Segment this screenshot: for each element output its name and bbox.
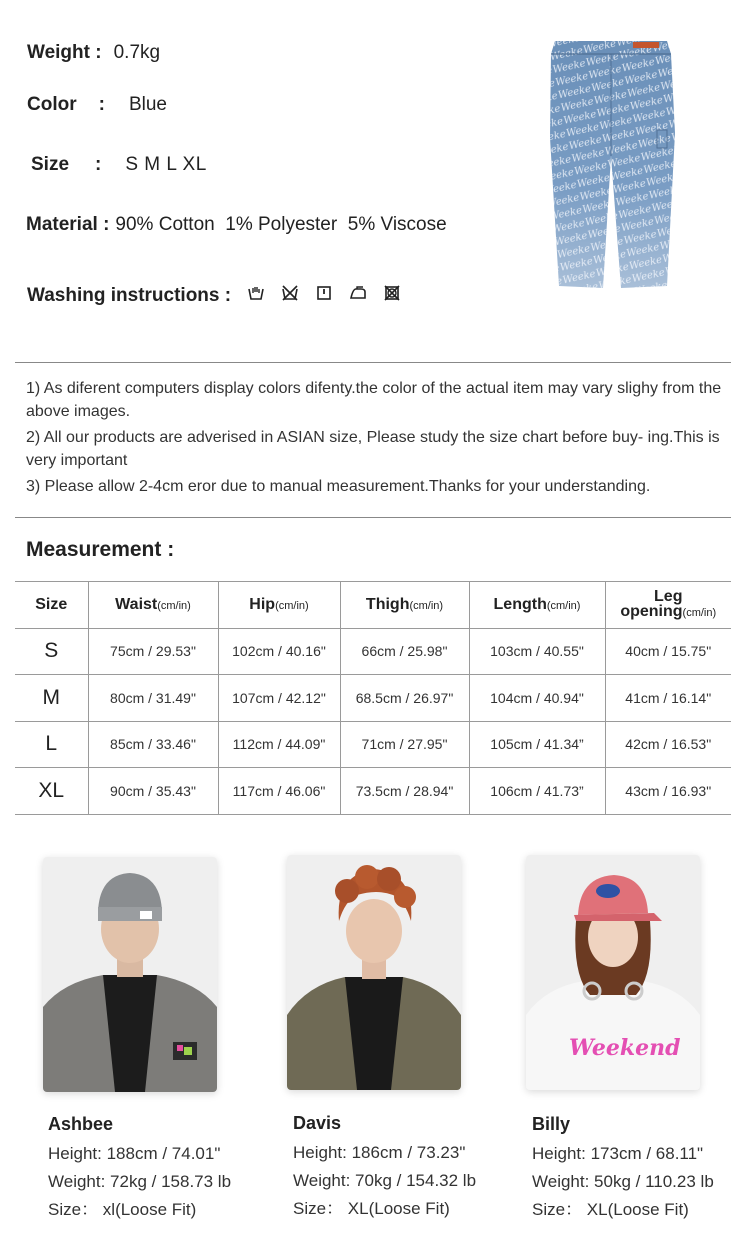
- hand-wash-icon: [246, 283, 266, 303]
- tumble-dry-icon: [314, 283, 334, 303]
- table-cell: 71cm / 27.95": [340, 721, 469, 768]
- divider-middle: [15, 517, 731, 518]
- note-1: 1) As diferent computers display colors difenty.the color of the actual item may vary slighy from the above images.: [26, 380, 722, 420]
- table-cell: 73.5cm / 28.94": [340, 768, 469, 815]
- model-size: Size： XL(Loose Fit): [293, 1199, 450, 1218]
- spec-washing-label: Washing instructions :: [27, 285, 232, 306]
- notes: [26, 378, 726, 503]
- spec-color-label: Color: [27, 94, 77, 115]
- spec-color-value: Blue: [128, 94, 167, 115]
- model-weight: Weight: 50kg / 110.23 lb: [532, 1172, 714, 1191]
- table-cell: 43cm / 16.93": [605, 768, 731, 815]
- table-row: [15, 628, 731, 675]
- note-3: 3) Please allow 2-4cm eror due to manual measurement.Thanks for your understanding.: [26, 478, 651, 495]
- model-name: Davis: [293, 1113, 342, 1133]
- model-height: Height: 188cm / 74.01": [48, 1144, 221, 1163]
- spec-color: [27, 94, 167, 116]
- note-2: 2) All our products are adverised in ASIAN size, Please study the size chart before buy- ing.This is very important: [26, 429, 720, 469]
- do-not-tumble-dry-icon: [382, 283, 402, 303]
- model-name: Ashbee: [48, 1114, 114, 1134]
- table-cell: 42cm / 16.53": [605, 721, 731, 768]
- spec-size-label: Size: [31, 154, 70, 175]
- model-weight: Weight: 72kg / 158.73 lb: [48, 1172, 232, 1191]
- table-cell: 102cm / 40.16": [218, 628, 340, 675]
- model-height: Height: 173cm / 68.11": [532, 1144, 704, 1163]
- model-photo-ashbee: [43, 857, 217, 1092]
- iron-icon: [348, 283, 368, 303]
- spec-weight-value: 0.7kg: [113, 42, 161, 63]
- table-cell: XL: [15, 768, 88, 815]
- model-info-davis: [293, 1109, 476, 1223]
- spec-color-colon: :: [98, 94, 105, 115]
- table-cell: 66cm / 25.98": [340, 628, 469, 675]
- table-row: [15, 675, 731, 722]
- do-not-wash-icon: [280, 283, 300, 303]
- spec-washing: [27, 283, 402, 307]
- table-cell: 107cm / 42.12": [218, 675, 340, 722]
- table-header-row: [15, 582, 731, 629]
- header-waist: Waist(cm/in): [88, 582, 218, 629]
- spec-size-value: S M L XL: [125, 154, 207, 175]
- table-cell: 104cm / 40.94": [469, 675, 605, 722]
- measurement-title: Measurement :: [26, 538, 175, 561]
- model-photo-davis: [287, 855, 461, 1090]
- header-leg-opening: Leg opening(cm/in): [605, 582, 731, 629]
- shirt-logo-text: Weekend: [569, 1035, 681, 1061]
- model-info-billy: [532, 1110, 714, 1224]
- model-height: Height: 186cm / 73.23": [293, 1143, 466, 1162]
- spec-weight-label: Weight :: [27, 42, 102, 63]
- spec-size-colon: :: [95, 154, 102, 175]
- spec-material-value: 90% Cotton 1% Polyester 5% Viscose: [115, 214, 447, 235]
- table-cell: L: [15, 721, 88, 768]
- table-cell: 75cm / 29.53": [88, 628, 218, 675]
- table-cell: 40cm / 15.75": [605, 628, 731, 675]
- header-length: Length(cm/in): [469, 582, 605, 629]
- table-cell: 90cm / 35.43": [88, 768, 218, 815]
- model-size: Size： XL(Loose Fit): [532, 1200, 689, 1219]
- product-pants-image: [545, 38, 677, 292]
- table-cell: S: [15, 628, 88, 675]
- table-cell: 41cm / 16.14": [605, 675, 731, 722]
- table-cell: 117cm / 46.06": [218, 768, 340, 815]
- model-photo-billy: [526, 855, 700, 1090]
- table-cell: 80cm / 31.49": [88, 675, 218, 722]
- model-size: Size： xl(Loose Fit): [48, 1200, 197, 1219]
- table-cell: 103cm / 40.55": [469, 628, 605, 675]
- washing-icons: [246, 283, 402, 303]
- model-name: Billy: [532, 1114, 571, 1134]
- header-hip: Hip(cm/in): [218, 582, 340, 629]
- table-row: [15, 768, 731, 815]
- table-cell: 85cm / 33.46": [88, 721, 218, 768]
- spec-weight: [27, 42, 160, 64]
- table-cell: 68.5cm / 26.97": [340, 675, 469, 722]
- spec-material-label: Material :: [26, 214, 110, 235]
- header-size: Size: [15, 582, 88, 629]
- model-info-ashbee: [48, 1110, 231, 1224]
- table-cell: 105cm / 41.34”: [469, 721, 605, 768]
- size-chart-table: [15, 581, 731, 815]
- table-cell: M: [15, 675, 88, 722]
- table-cell: 106cm / 41.73”: [469, 768, 605, 815]
- header-thigh: Thigh(cm/in): [340, 582, 469, 629]
- spec-size: [31, 154, 207, 176]
- model-weight: Weight: 70kg / 154.32 lb: [293, 1171, 477, 1190]
- divider-top: [15, 362, 731, 363]
- spec-material: [26, 214, 447, 236]
- table-row: [15, 721, 731, 768]
- table-cell: 112cm / 44.09": [218, 721, 340, 768]
